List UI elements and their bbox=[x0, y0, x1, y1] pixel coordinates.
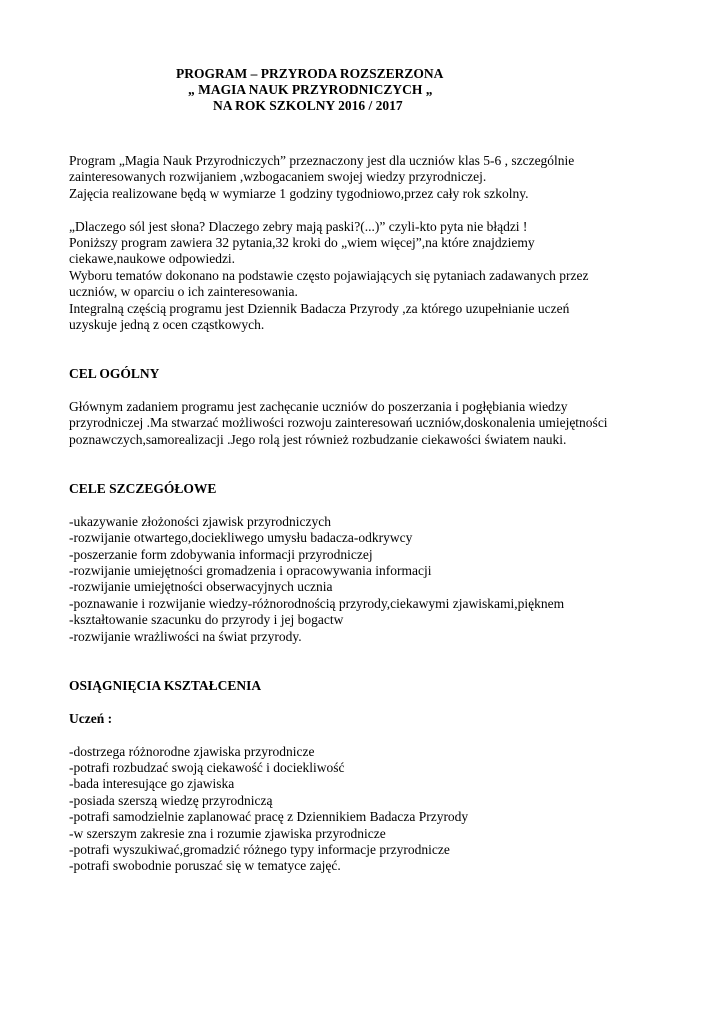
text-line: Program „Magia Nauk Przyrodniczych” przeznaczony jest dla uczniów klas 5-6 , szczególnie bbox=[69, 153, 575, 168]
achievements-subheading: Uczeń : bbox=[69, 710, 113, 726]
list-item: -potrafi rozbudzać swoją ciekawość i dociekliwość bbox=[69, 759, 345, 775]
specific-goals-heading: CELE SZCZEGÓŁOWE bbox=[69, 481, 217, 497]
text-line: Wyboru tematów dokonano na podstawie często pojawiających się pytaniach zadawanych przez bbox=[69, 267, 589, 283]
list-item: -rozwijanie wrażliwości na świat przyrody. bbox=[69, 628, 302, 644]
list-item: -potrafi samodzielnie zaplanować pracę z Dziennikiem Badacza Przyrody bbox=[69, 809, 469, 825]
general-goal-heading: CEL OGÓLNY bbox=[69, 366, 160, 382]
text-line: poznawczych,samorealizacji .Jego rolą jest również rozbudzanie ciekawości światem nauki. bbox=[69, 431, 567, 447]
text-line: uzyskuje jedną z ocen cząstkowych. bbox=[69, 317, 265, 333]
list-item: -dostrzega różnorodne zjawiska przyrodnicze bbox=[69, 743, 315, 759]
text-line: Zajęcia realizowane będą w wymiarze 1 godziny tygodniowo,przez cały rok szkolny. bbox=[69, 185, 529, 201]
text-line: uczniów, w oparciu o ich zainteresowania. bbox=[69, 284, 298, 300]
list-item: -kształtowanie szacunku do przyrody i jej bogactw bbox=[69, 612, 344, 628]
text-line: „Dlaczego sól jest słona? Dlaczego zebry mają paski?(...)” czyli-kto pyta nie błądzi ! bbox=[69, 218, 528, 234]
list-item: -bada interesujące go zjawiska bbox=[69, 776, 235, 792]
list-item: -ukazywanie złożoności zjawisk przyrodniczych bbox=[69, 513, 332, 529]
text-line: ciekawe,naukowe odpowiedzi. bbox=[69, 251, 236, 267]
title-line-2: „ MAGIA NAUK PRZYRODNICZYCH „ bbox=[188, 82, 433, 97]
text-line: zainteresowanych rozwijaniem ,wzbogacaniem swojej wiedzy przyrodniczej. bbox=[69, 169, 487, 185]
intro-paragraph-2 bbox=[69, 219, 669, 334]
list-item: -w szerszym zakresie zna i rozumie zjawiska przyrodnicze bbox=[69, 825, 386, 841]
title-line-1: PROGRAM – PRZYRODA ROZSZERZONA bbox=[176, 66, 444, 81]
text-line: Integralną częścią programu jest Dziennik Badacza Przyrody ,za którego uzupełnianie uczeń bbox=[69, 300, 570, 316]
achievements-heading: OSIĄGNIĘCIA KSZTAŁCENIA bbox=[69, 677, 262, 693]
text-line: Głównym zadaniem programu jest zachęcanie uczniów do poszerzania i pogłębiania wiedzy bbox=[69, 399, 568, 415]
general-goal-paragraph bbox=[69, 399, 669, 448]
specific-goals-list bbox=[69, 514, 669, 645]
list-item: -poznawanie i rozwijanie wiedzy-różnorodnością przyrody,ciekawymi zjawiskami,pięknem bbox=[69, 595, 565, 611]
list-item: -posiada szerszą wiedzę przyrodniczą bbox=[69, 792, 273, 808]
list-item: -rozwijanie otwartego,dociekliwego umysłu badacza-odkrywcy bbox=[69, 530, 413, 546]
list-item: -poszerzanie form zdobywania informacji przyrodniczej bbox=[69, 546, 373, 562]
document-body bbox=[69, 153, 669, 875]
list-item: -rozwijanie umiejętności obserwacyjnych ucznia bbox=[69, 579, 333, 595]
achievements-list bbox=[69, 744, 669, 875]
list-item: -potrafi wyszukiwać,gromadzić różnego typy informacje przyrodnicze bbox=[69, 841, 450, 857]
text-line: Poniższy program zawiera 32 pytania,32 kroki do „wiem więcej”,na które znajdziemy bbox=[69, 235, 535, 251]
text-line: przyrodniczej .Ma stwarzać możliwości rozwoju zainteresowań uczniów,doskonalenia umiejętności bbox=[69, 415, 608, 431]
intro-paragraph-1 bbox=[69, 153, 669, 202]
list-item: -potrafi swobodnie poruszać się w tematyce zajęć. bbox=[69, 858, 341, 874]
document-title bbox=[160, 66, 480, 114]
list-item: -rozwijanie umiejętności gromadzenia i opracowywania informacji bbox=[69, 563, 432, 579]
title-line-3: NA ROK SZKOLNY 2016 / 2017 bbox=[213, 98, 403, 113]
